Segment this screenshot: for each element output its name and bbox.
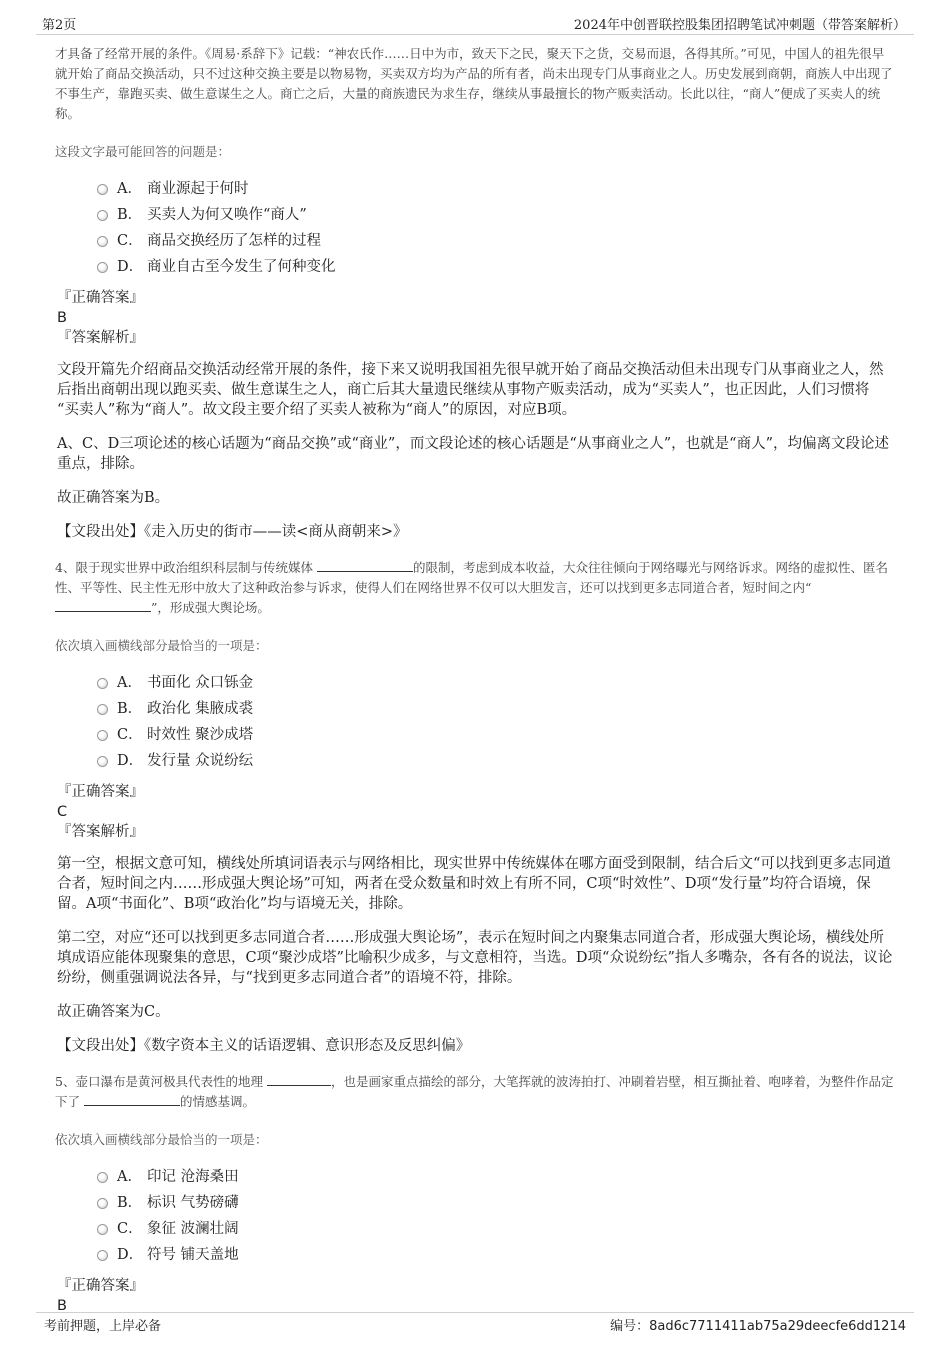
q3-prompt: 这段文字最可能回答的问题是： xyxy=(55,144,231,159)
q4-option-a[interactable]: A． 书面化 众口铄金 xyxy=(97,670,895,696)
q3-option-a[interactable]: A． 商业源起于何时 xyxy=(97,176,895,202)
radio-icon[interactable] xyxy=(97,678,108,689)
q5-answer-label: 『正确答案』 xyxy=(57,1278,144,1294)
q4-analysis-2: 第二空，对应“还可以找到更多志同道合者……形成强大舆论场”，表示在短时间之内聚集志同道合者，形成强大舆论场，横线处所填成语应能体现聚集的意思，C项“聚沙成塔”比喻积少成多，与文意相符，当选。D项“众说纷纭”指人多嘴杂，各有各的说法，议论纷纷，侧重强调说法各异，与“找到更多志同道合者”的语境不符，排除。 xyxy=(57,930,893,986)
q3-answer-label: 『正确答案』 xyxy=(57,290,144,306)
q4-source: 【文段出处】《数字资本主义的话语逻辑、意识形态及反思纠偏》 xyxy=(57,1038,471,1054)
footer-slogan: 考前押题，上岸必备 xyxy=(44,1319,162,1334)
page-content xyxy=(55,44,895,1316)
q4-option-d[interactable]: D． 发行量 众说纷纭 xyxy=(97,748,895,774)
radio-icon[interactable] xyxy=(97,756,108,767)
q4-blank-1 xyxy=(317,559,413,572)
radio-icon[interactable] xyxy=(97,210,108,221)
q5-blank-2 xyxy=(84,1093,180,1106)
q5-blank-1 xyxy=(267,1073,331,1086)
q3-answer: B xyxy=(57,310,67,326)
q3-analysis-1: 文段开篇先介绍商品交换活动经常开展的条件，接下来又说明我国祖先很早就开始了商品交换活动但未出现专门从事商业之人，然后指出商朝出现以跑买卖、做生意谋生之人，商亡后其大量遗民继续从事物产贩卖活动，成为“买卖人”，也正因此，人们习惯将 “买卖人”称为“商人”。故文段主要介绍了买卖人被称为“商人”的原因，对应B项。 xyxy=(57,362,884,418)
radio-icon[interactable] xyxy=(97,1224,108,1235)
page-header xyxy=(36,14,914,35)
q3-options xyxy=(97,176,895,280)
q5-option-d[interactable]: D． 符号 铺天盖地 xyxy=(97,1242,895,1268)
document-title: 2024年中创晋联控股集团招聘笔试冲刺题（带答案解析） xyxy=(573,18,906,33)
q3-source: 【文段出处】《走入历史的街市——读<商从商朝来>》 xyxy=(57,524,408,540)
q4-analysis-label: 『答案解析』 xyxy=(57,824,144,840)
q5-prompt: 依次填入画横线部分最恰当的一项是： xyxy=(55,1132,268,1147)
q4-stem: 4、限于现实世界中政治组织科层制与传统媒体 的限制，考虑到成本收益，大众往往倾向于网络曝光与网络诉求。网络的虚拟性、匿名性、平等性、民主性无形中放大了这种政治参与诉求，使得人们在网络世界不仅可以大胆发言，还可以找到更多志同道合者，短时间之内“ ”，形成强大舆论场。 xyxy=(55,560,888,615)
q5-option-b[interactable]: B． 标识 气势磅礴 xyxy=(97,1190,895,1216)
page-footer xyxy=(36,1312,914,1334)
radio-icon[interactable] xyxy=(97,730,108,741)
q5-option-c[interactable]: C． 象征 波澜壮阔 xyxy=(97,1216,895,1242)
q5-answer: B xyxy=(57,1298,67,1314)
page-number: 第2页 xyxy=(42,18,77,33)
q5-option-a[interactable]: A． 印记 沧海桑田 xyxy=(97,1164,895,1190)
q3-option-b[interactable]: B． 买卖人为何又唤作“商人” xyxy=(97,202,895,228)
q4-option-b[interactable]: B． 政治化 集腋成裘 xyxy=(97,696,895,722)
q4-answer: C xyxy=(57,804,68,820)
q4-blank-2 xyxy=(55,599,151,612)
q3-stem-tail: 才具备了经常开展的条件。《周易·系辞下》记载：“神农氏作……日中为市，致天下之民，聚天下之货，交易而退，各得其所。”可见，中国人的祖先很早就开始了商品交换活动，只不过这种交换主要是以物易物，买卖双方均为产品的所有者，尚未出现专门从事商业之人。历史发展到商朝，商族人中出现了不事生产，靠跑买卖、做生意谋生之人。商亡之后，大量的商族遗民为求生存，继续从事最擅长的物产贩卖活动。长此以往，“商人”便成了买卖人的统称。 xyxy=(55,46,893,121)
q3-analysis-label: 『答案解析』 xyxy=(57,330,144,346)
q4-answer-label: 『正确答案』 xyxy=(57,784,144,800)
radio-icon[interactable] xyxy=(97,704,108,715)
document-code: 编号：8ad6c7711411ab75a29deecfe6dd1214 xyxy=(610,1319,906,1334)
q3-option-c[interactable]: C． 商品交换经历了怎样的过程 xyxy=(97,228,895,254)
q4-analysis-3: 故正确答案为C。 xyxy=(57,1004,170,1020)
q4-option-c[interactable]: C． 时效性 聚沙成塔 xyxy=(97,722,895,748)
q4-prompt: 依次填入画横线部分最恰当的一项是： xyxy=(55,638,268,653)
radio-icon[interactable] xyxy=(97,262,108,273)
radio-icon[interactable] xyxy=(97,184,108,195)
q3-analysis-3: 故正确答案为B。 xyxy=(57,490,170,506)
q4-options xyxy=(97,670,895,774)
q5-options xyxy=(97,1164,895,1268)
q4-analysis-1: 第一空，根据文意可知，横线处所填词语表示与网络相比，现实世界中传统媒体在哪方面受到限制，结合后文“可以找到更多志同道合者，短时间之内……形成强大舆论场”可知，两者在受众数量和时效上有所不同，C项“时效性”、D项“发行量”均符合语境，保留。A项“书面化”、B项“政治化”均与语境无关，排除。 xyxy=(57,856,891,912)
radio-icon[interactable] xyxy=(97,1172,108,1183)
radio-icon[interactable] xyxy=(97,1198,108,1209)
q5-stem: 5、壶口瀑布是黄河极具代表性的地理 ，也是画家重点描绘的部分，大笔挥就的波涛拍打、冲刷着岩壁，相互撕扯着、咆哮着，为整件作品定下了 的情感基调。 xyxy=(55,1074,894,1109)
radio-icon[interactable] xyxy=(97,236,108,247)
radio-icon[interactable] xyxy=(97,1250,108,1261)
q3-option-d[interactable]: D． 商业自古至今发生了何种变化 xyxy=(97,254,895,280)
q3-analysis-2: A、C、D三项论述的核心话题为“商品交换”或“商业”，而文段论述的核心话题是“从事商业之人”，也就是“商人”，均偏离文段论述重点，排除。 xyxy=(57,436,889,472)
